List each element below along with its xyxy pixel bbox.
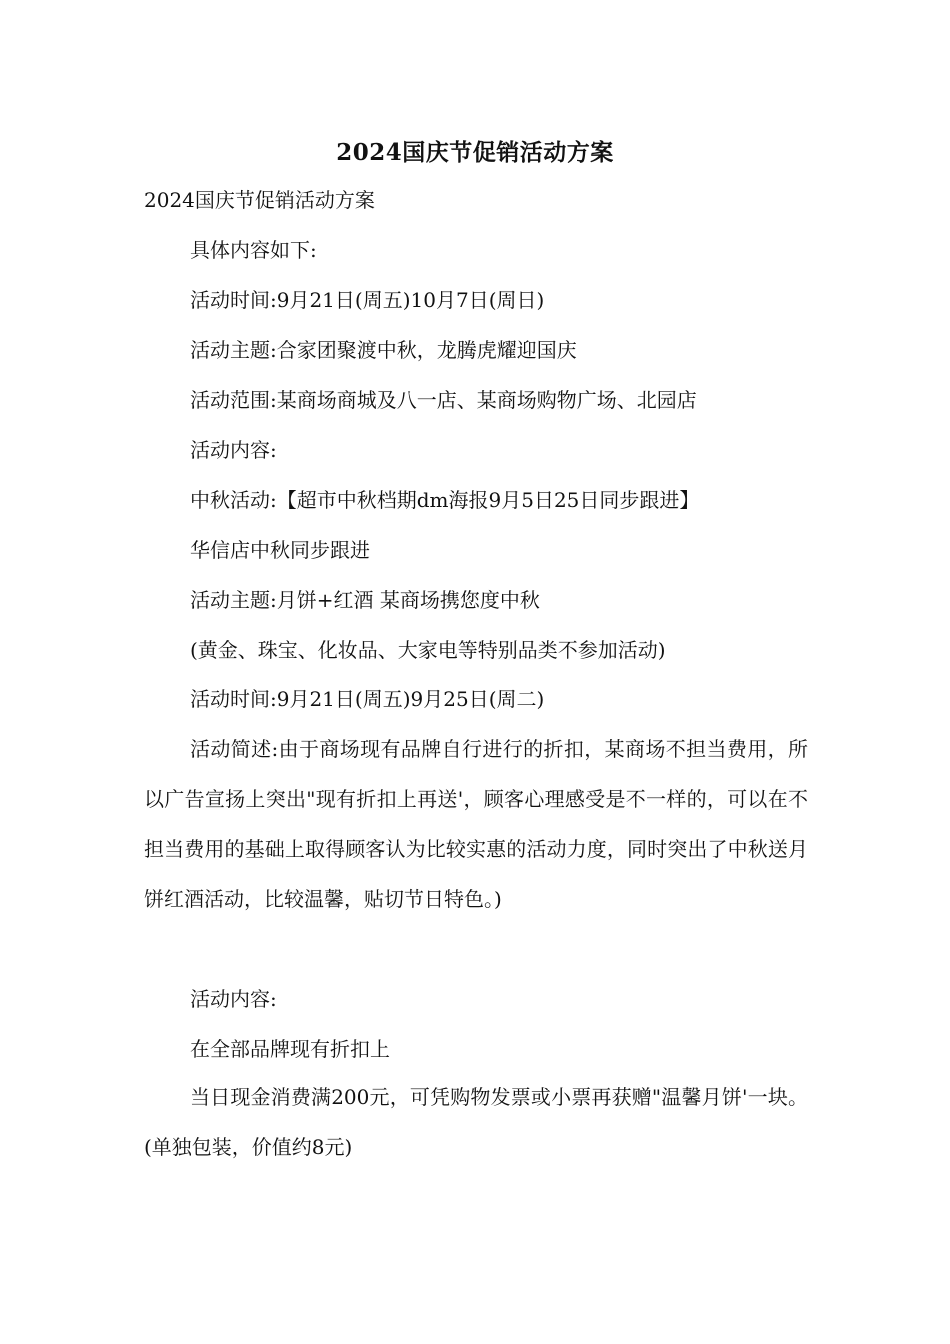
document-title: 2024国庆节促销活动方案 — [336, 139, 614, 166]
text-line: 活动时间:9月21日(周五)9月25日(周二) — [190, 687, 545, 711]
text-line: 活动范围:某商场商城及八一店、某商场购物广场、北园店 — [190, 388, 697, 412]
text-line: 活动时间:9月21日(周五)10月7日(周日) — [190, 288, 545, 312]
text-line: 华信店中秋同步跟进 — [190, 538, 370, 562]
content-line: 在全部品牌现有折扣上 — [190, 1037, 390, 1061]
text-line: 具体内容如下: — [190, 238, 317, 262]
text-line: 活动主题:月饼+红酒 某商场携您度中秋 — [190, 588, 540, 612]
text-line: 活动主题:合家团聚渡中秋，龙腾虎耀迎国庆 — [190, 338, 577, 362]
summary-paragraph: 活动简述:由于商场现有品牌自行进行的折扣，某商场不担当费用，所以广告宣扬上突出"现有折扣上再送'，顾客心理感受是不一样的，可以在不担当费用的基础上取得顾客认为比较实惠的活动力度，同时突出了中秋送月饼红酒活动，比较温馨，贴切节日特色。) — [144, 737, 808, 911]
text-line: (黄金、珠宝、化妆品、大家电等特别品类不参加活动) — [190, 638, 666, 662]
text-line: 活动内容: — [190, 438, 277, 462]
content-label: 活动内容: — [190, 987, 277, 1011]
text-line: 中秋活动:【超市中秋档期dm海报9月5日25日同步跟进】 — [190, 488, 700, 512]
offer-paragraph: 当日现金消费满200元，可凭购物发票或小票再获赠"温馨月饼'一块。(单独包装，价值约8元) — [144, 1085, 808, 1159]
document-subtitle: 2024国庆节促销活动方案 — [144, 188, 375, 212]
